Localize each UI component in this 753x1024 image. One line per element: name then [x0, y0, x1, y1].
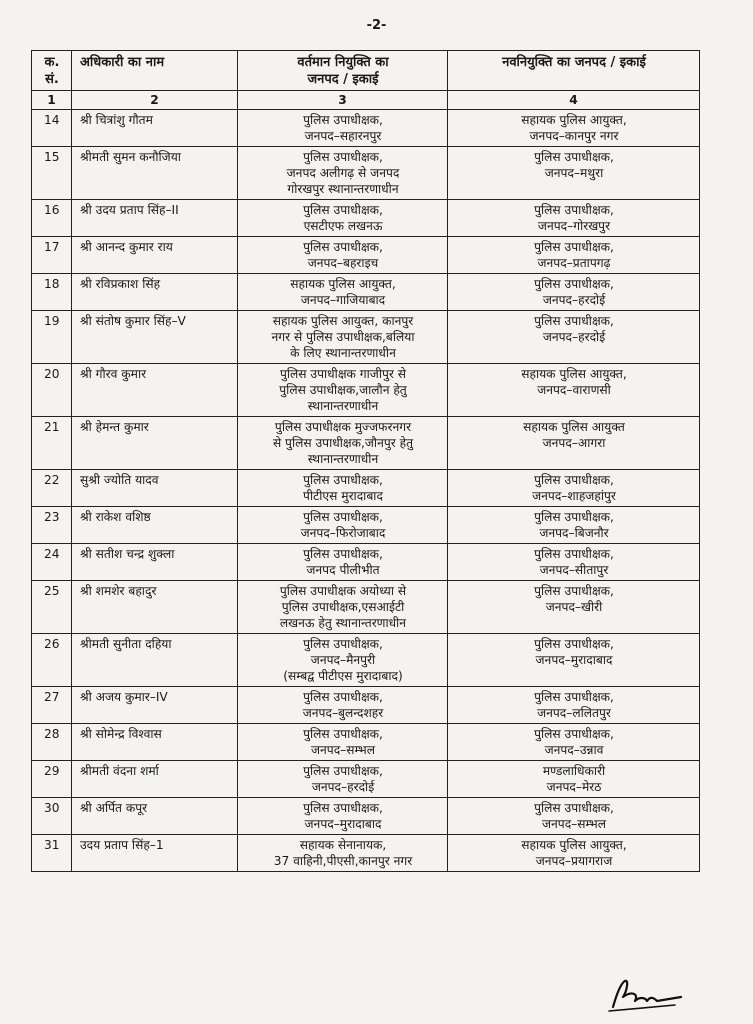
serial-number: 17: [32, 237, 72, 274]
serial-number: 19: [32, 311, 72, 364]
serial-number: 23: [32, 507, 72, 544]
column-number: 2: [72, 91, 238, 110]
new-posting-line: जनपद–सीतापुर: [539, 563, 609, 577]
new-posting-line: जनपद–मथुरा: [544, 166, 604, 180]
new-posting-line: पुलिस उपाधीक्षक,: [534, 690, 614, 704]
officer-name: श्री सोमेन्द्र विश्वास: [72, 724, 238, 761]
new-posting-line: जनपद–आगरा: [542, 436, 606, 450]
current-posting-line: जनपद–बहराइच: [307, 256, 379, 270]
officer-name: श्री सतीश चन्द्र शुक्ला: [72, 544, 238, 581]
table-row: [32, 761, 700, 798]
current-posting-line: पुलिस उपाधीक्षक,: [303, 150, 383, 164]
current-posting-line: पुलिस उपाधीक्षक,: [303, 547, 383, 561]
new-posting-line: पुलिस उपाधीक्षक,: [534, 314, 614, 328]
serial-number: 20: [32, 364, 72, 417]
header-serial-number: क. सं.: [32, 51, 72, 91]
current-posting: [238, 364, 448, 417]
new-posting-line: जनपद–शाहजहांपुर: [532, 489, 616, 503]
current-posting-line: जनपद अलीगढ़ से जनपद: [286, 166, 400, 180]
table-row: [32, 581, 700, 634]
officer-name: श्रीमती वंदना शर्मा: [72, 761, 238, 798]
current-posting-line: पुलिस उपाधीक्षक अयोध्या से: [279, 584, 407, 598]
current-posting: [238, 581, 448, 634]
current-posting-line: पुलिस उपाधीक्षक,: [303, 113, 383, 127]
current-posting-line: पुलिस उपाधीक्षक गाजीपुर से: [279, 367, 407, 381]
table-row: [32, 835, 700, 872]
new-posting-line: सहायक पुलिस आयुक्त,: [521, 113, 627, 127]
serial-number: 31: [32, 835, 72, 872]
current-posting: [238, 634, 448, 687]
serial-number: 27: [32, 687, 72, 724]
officer-name: श्री गौरव कुमार: [72, 364, 238, 417]
current-posting: [238, 507, 448, 544]
header-current-posting: वर्तमान नियुक्ति का जनपद / इकाई: [238, 51, 448, 91]
table-row: [32, 507, 700, 544]
serial-number: 24: [32, 544, 72, 581]
current-posting: [238, 274, 448, 311]
current-posting: [238, 147, 448, 200]
current-posting-line: जनपद–फिरोजाबाद: [300, 526, 386, 540]
current-posting-line: पुलिस उपाधीक्षक,: [303, 690, 383, 704]
new-posting-line: जनपद–वाराणसी: [537, 383, 611, 397]
current-posting-line: पुलिस उपाधीक्षक,जालौन हेतु: [279, 383, 407, 397]
new-posting-line: जनपद–हरदोई: [542, 330, 606, 344]
current-posting-line: सहायक सेनानायक,: [299, 838, 387, 852]
table-row: [32, 311, 700, 364]
table-row: [32, 110, 700, 147]
column-number: 3: [238, 91, 448, 110]
serial-number: 18: [32, 274, 72, 311]
new-posting-line: जनपद–उन्नाव: [544, 743, 604, 757]
current-posting-line: पुलिस उपाधीक्षक,: [303, 637, 383, 651]
new-posting: [448, 364, 700, 417]
serial-number: 21: [32, 417, 72, 470]
serial-number: 16: [32, 200, 72, 237]
new-posting: [448, 581, 700, 634]
current-posting: [238, 470, 448, 507]
officer-name: सुश्री ज्योति यादव: [72, 470, 238, 507]
officer-name: श्रीमती सुमन कनौजिया: [72, 147, 238, 200]
current-posting: [238, 237, 448, 274]
current-posting-line: जनपद–सम्भल: [310, 743, 376, 757]
new-posting-line: पुलिस उपाधीक्षक,: [534, 150, 614, 164]
new-posting-line: जनपद–मुरादाबाद: [535, 653, 613, 667]
officer-name: श्री अजय कुमार–IV: [72, 687, 238, 724]
table-row: [32, 364, 700, 417]
new-posting-line: जनपद–सम्भल: [541, 817, 607, 831]
current-posting: [238, 835, 448, 872]
current-posting-line: सहायक पुलिस आयुक्त, कानपुर: [272, 314, 414, 328]
current-posting-line: पुलिस उपाधीक्षक,: [303, 727, 383, 741]
new-posting-line: जनपद–गोरखपुर: [537, 219, 611, 233]
table-row: [32, 798, 700, 835]
current-posting: [238, 417, 448, 470]
table-row: [32, 634, 700, 687]
current-posting-line: जनपद पीलीभीत: [306, 563, 380, 577]
serial-number: 15: [32, 147, 72, 200]
serial-number: 28: [32, 724, 72, 761]
new-posting: [448, 544, 700, 581]
serial-number: 14: [32, 110, 72, 147]
current-posting-line: 37 वाहिनी,पीएसी,कानपुर नगर: [273, 854, 413, 868]
new-posting-line: सहायक पुलिस आयुक्त,: [521, 367, 627, 381]
new-posting: [448, 835, 700, 872]
current-posting-line: पुलिस उपाधीक्षक,: [303, 473, 383, 487]
current-posting-line: गोरखपुर स्थानान्तरणाधीन: [287, 182, 399, 196]
current-posting-line: पुलिस उपाधीक्षक,: [303, 203, 383, 217]
current-posting-line: पुलिस उपाधीक्षक,: [303, 510, 383, 524]
new-posting-line: पुलिस उपाधीक्षक,: [534, 637, 614, 651]
officer-name: श्री आनन्द कुमार राय: [72, 237, 238, 274]
current-posting: [238, 687, 448, 724]
current-posting: [238, 110, 448, 147]
serial-number: 22: [32, 470, 72, 507]
column-number: 4: [448, 91, 700, 110]
table-row: [32, 724, 700, 761]
officer-name: उदय प्रताप सिंह–1: [72, 835, 238, 872]
current-posting: [238, 798, 448, 835]
officer-name: श्री अर्पित कपूर: [72, 798, 238, 835]
current-posting-line: पुलिस उपाधीक्षक मुज्जफरनगर: [274, 420, 412, 434]
new-posting-line: सहायक पुलिस आयुक्त: [523, 420, 625, 434]
officer-name: श्री चित्रांशु गौतम: [72, 110, 238, 147]
current-posting-line: जनपद–हरदोई: [311, 780, 375, 794]
new-posting-line: जनपद–हरदोई: [542, 293, 606, 307]
current-posting: [238, 311, 448, 364]
new-posting: [448, 470, 700, 507]
table-row: [32, 274, 700, 311]
officer-name: श्री संतोष कुमार सिंह–V: [72, 311, 238, 364]
new-posting-line: जनपद–प्रयागराज: [535, 854, 613, 868]
new-posting-line: पुलिस उपाधीक्षक,: [534, 547, 614, 561]
serial-number: 29: [32, 761, 72, 798]
new-posting-line: जनपद–प्रतापगढ़: [537, 256, 611, 270]
current-posting-line: जनपद–मैनपुरी: [310, 653, 376, 667]
new-posting-line: पुलिस उपाधीक्षक,: [534, 584, 614, 598]
header-officer-name: अधिकारी का नाम: [72, 51, 238, 91]
current-posting-line: पुलिस उपाधीक्षक,एसआईटी: [281, 600, 405, 614]
table-row: [32, 544, 700, 581]
new-posting-line: पुलिस उपाधीक्षक,: [534, 510, 614, 524]
column-number-row: [32, 91, 700, 110]
new-posting-line: सहायक पुलिस आयुक्त,: [521, 838, 627, 852]
officer-name: श्रीमती सुनीता दहिया: [72, 634, 238, 687]
officer-name: श्री शमशेर बहादुर: [72, 581, 238, 634]
current-posting-line: पीटीएस मुरादाबाद: [303, 489, 383, 503]
new-posting: [448, 507, 700, 544]
officer-name: श्री रविप्रकाश सिंह: [72, 274, 238, 311]
new-posting: [448, 724, 700, 761]
new-posting: [448, 761, 700, 798]
header-new-posting: नवनियुक्ति का जनपद / इकाई: [448, 51, 700, 91]
table-row: [32, 237, 700, 274]
current-posting: [238, 544, 448, 581]
current-posting-line: से पुलिस उपाधीक्षक,जौनपुर हेतु: [272, 436, 414, 450]
current-posting: [238, 761, 448, 798]
new-posting: [448, 110, 700, 147]
table-row: [32, 417, 700, 470]
current-posting-line: पुलिस उपाधीक्षक,: [303, 240, 383, 254]
current-posting-line: के लिए स्थानान्तरणाधीन: [290, 346, 396, 360]
column-number: 1: [32, 91, 72, 110]
new-posting-line: जनपद–मेरठ: [546, 780, 602, 794]
new-posting-line: पुलिस उपाधीक्षक,: [534, 240, 614, 254]
new-posting-line: जनपद–ललितपुर: [537, 706, 611, 720]
table-row: [32, 147, 700, 200]
new-posting-line: जनपद–कानपुर नगर: [529, 129, 619, 143]
new-posting: [448, 237, 700, 274]
serial-number: 25: [32, 581, 72, 634]
table-row: [32, 470, 700, 507]
new-posting-line: जनपद–खीरी: [545, 600, 603, 614]
current-posting-line: स्थानान्तरणाधीन: [307, 399, 379, 413]
current-posting-line: लखनऊ हेतु स्थानान्तरणाधीन: [279, 616, 407, 630]
new-posting: [448, 687, 700, 724]
table-row: [32, 200, 700, 237]
new-posting-line: जनपद–बिजनौर: [539, 526, 609, 540]
current-posting-line: जनपद–मुरादाबाद: [304, 817, 382, 831]
new-posting-line: मण्डलाधिकारी: [542, 764, 606, 778]
current-posting-line: पुलिस उपाधीक्षक,: [303, 764, 383, 778]
officer-name: श्री हेमन्त कुमार: [72, 417, 238, 470]
new-posting-line: पुलिस उपाधीक्षक,: [534, 473, 614, 487]
current-posting-line: जनपद–सहारनपुर: [304, 129, 382, 143]
new-posting: [448, 147, 700, 200]
table-body: [32, 110, 700, 872]
transfer-table: [31, 50, 700, 872]
current-posting-line: (सम्बद्व पीटीएस मुरादाबाद): [283, 669, 403, 683]
serial-number: 30: [32, 798, 72, 835]
new-posting: [448, 798, 700, 835]
officer-name: श्री उदय प्रताप सिंह–II: [72, 200, 238, 237]
new-posting: [448, 200, 700, 237]
page-number: -2-: [366, 18, 387, 33]
current-posting-line: एसटीएफ लखनऊ: [303, 219, 383, 233]
new-posting-line: पुलिस उपाधीक्षक,: [534, 277, 614, 291]
current-posting-line: स्थानान्तरणाधीन: [307, 452, 379, 466]
signature-mark: [605, 975, 685, 1015]
serial-number: 26: [32, 634, 72, 687]
new-posting: [448, 274, 700, 311]
new-posting-line: पुलिस उपाधीक्षक,: [534, 801, 614, 815]
table-row: [32, 687, 700, 724]
new-posting: [448, 634, 700, 687]
current-posting: [238, 200, 448, 237]
current-posting-line: पुलिस उपाधीक्षक,: [303, 801, 383, 815]
new-posting: [448, 417, 700, 470]
header-row: [32, 51, 700, 91]
new-posting-line: पुलिस उपाधीक्षक,: [534, 727, 614, 741]
new-posting-line: पुलिस उपाधीक्षक,: [534, 203, 614, 217]
new-posting: [448, 311, 700, 364]
current-posting-line: नगर से पुलिस उपाधीक्षक,बलिया: [271, 330, 415, 344]
current-posting-line: जनपद–गाजियाबाद: [300, 293, 386, 307]
current-posting-line: जनपद–बुलन्दशहर: [302, 706, 384, 720]
officer-name: श्री राकेश वशिष्ठ: [72, 507, 238, 544]
current-posting: [238, 724, 448, 761]
current-posting-line: सहायक पुलिस आयुक्त,: [290, 277, 396, 291]
